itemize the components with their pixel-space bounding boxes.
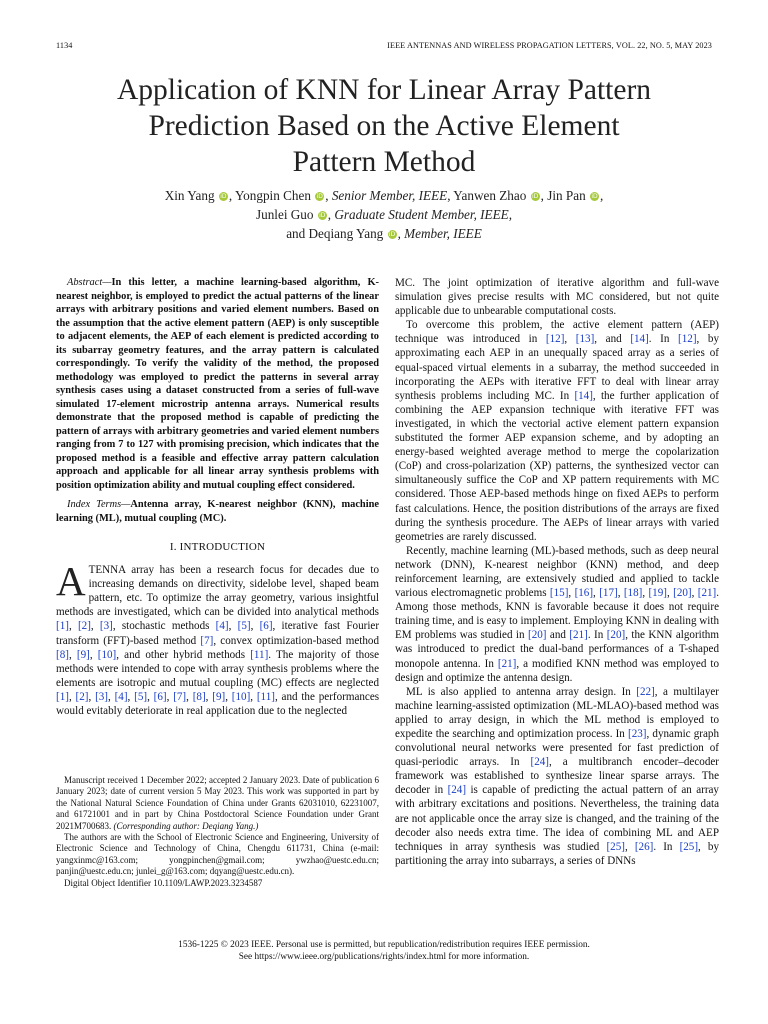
body-text: , dynamic graph convolutional neural networks were presented for fast prediction of quasi-periodic arrays. In	[395, 728, 719, 769]
body-text: , the further application of combining the AEP expansion technique with iterative FFT was investigated, in which the vectorial active element pattern expansion substituted the former AEP expansion scheme, and by adopting an energy-based weighted average method to merge the copolarization (CoP) and cross-polarization (XP) patterns, the synthesized vector can simultaneously suffice the CoP and XP pattern requirements with MC considered. Those AEP-based methods hinge on fixed AEPs to perform fast calculations. Hence, the position distributions of the arrays are fixed during the synthesis procedure. The AEPs of linear arrays with varied geometries are rarely discussed.	[395, 389, 719, 543]
citation-link[interactable]: [12]	[678, 333, 697, 346]
body-text: , a multilayer machine learning-assisted optimization (ML-MLAO)-based method was applied to array design, in which the ML method is employed to expedite the searching and optimization process. In	[395, 685, 719, 740]
paper-title	[0, 72, 768, 180]
body-text: , stochastic methods	[112, 620, 216, 633]
citation-link[interactable]: [7]	[200, 634, 214, 647]
index-terms-text: Antenna array, K-nearest neighbor (KNN), machine learning (ML), mutual coupling (MC).	[56, 499, 379, 524]
orcid-icon[interactable]: iD	[319, 212, 326, 219]
abstract-label: Abstract—	[67, 277, 112, 288]
orcid-icon[interactable]: iD	[220, 193, 227, 200]
body-text: , and the performances would evitably deteriorate in real application due to the neglected	[56, 690, 380, 718]
body-paragraph: MC. The joint optimization of iterative algorithm and full-wave simulation gives precise results with MC considered, but not quite applicable due to unbearable computational costs.	[395, 277, 719, 318]
drop-cap: A	[56, 558, 86, 605]
index-terms	[56, 498, 379, 525]
citation-link[interactable]: [7]	[173, 690, 187, 703]
title-line: Pattern Method	[292, 146, 476, 178]
citation-link[interactable]: [25]	[606, 840, 625, 853]
citation-link[interactable]: [24]	[447, 784, 467, 797]
citation-link[interactable]: [4]	[114, 690, 128, 703]
citation-link[interactable]: [24]	[530, 756, 549, 769]
citation-link[interactable]: [9]	[76, 648, 90, 661]
author-name: Xin Yang	[164, 188, 215, 203]
citation-link[interactable]: [14]	[630, 333, 649, 346]
citation-link[interactable]: [11]	[250, 648, 269, 661]
left-column	[56, 276, 379, 718]
author-list	[0, 186, 768, 243]
orcid-icon[interactable]: iD	[316, 193, 323, 200]
author-line: Junlei Guo iD , Graduate Student Member, IEEE,	[255, 207, 513, 222]
citation-link[interactable]: [1]	[56, 620, 69, 633]
citation-link[interactable]: [6]	[259, 620, 273, 633]
body-text: TENNA array has been a research focus for decades due to increasing demands on directivity, sidelobe level, shaped beam pattern, etc. To optimize the array geometry, various insightful methods are investigated, which can be divided into analytical methods	[56, 564, 379, 619]
copyright-notice	[0, 940, 768, 963]
citation-link[interactable]: [4]	[215, 620, 229, 633]
citation-link[interactable]: [2]	[75, 690, 89, 703]
citation-link[interactable]: [21]	[569, 629, 588, 642]
citation-link[interactable]: [8]	[192, 690, 206, 703]
author-role: Graduate Student Member, IEEE,	[334, 207, 513, 222]
body-text: Recently, machine learning (ML)-based methods, such as deep neural network (DNN), K-nearest neighbor (KNN) method, and deep reinforcement learning, are extensively studied and applied to tackle various electromagnetic problems	[395, 544, 719, 600]
body-text: . In	[648, 333, 679, 346]
author-name: Jin Pan	[547, 188, 586, 203]
citation-link[interactable]: [6]	[153, 690, 167, 703]
author-name: Deqiang Yang	[308, 226, 384, 241]
right-column	[395, 276, 719, 868]
footnote-text: Manuscript received 1 December 2022; accepted 2 January 2023. Date of publication 6 January 2023; date of current version 5 May 2023. This work was supported in part by the National Natural Science Foundation of China under Grants 62031010, 62231007, and 61721001 and in part by China Postdoctoral Science Foundation under Grant 2021M700683.	[56, 775, 379, 831]
corresponding-author: (Corresponding author: Deqiang Yang.)	[113, 820, 259, 831]
author-line: Xin Yang iD , Yongpin Chen iD , Senior Member, IEEE, Yanwen Zhao iD , Jin Pan iD ,	[164, 188, 604, 203]
manuscript-note	[56, 775, 379, 832]
body-text: , by partitioning the array into subarrays, a series of DNNs	[395, 840, 720, 867]
body-text: . Among those methods, KNN is favorable because it does not require training time, and is easy to implement. Employing KNN in dealing with EM problems was studied in	[395, 587, 720, 642]
page-number: 1134	[56, 41, 73, 50]
body-paragraph: ML is also applied to antenna array design. In [22], a multilayer machine learning-assisted optimization (ML-MLAO)-based method was applied to array design, in which the ML method is employed to expedite the searching and optimization process. In [23], dynamic graph convolutional neural networks were presented for fast prediction of quasi-periodic arrays. In [24], a multibranch encoder–decoder framework was established to synthesize linear sparse arrays. The decoder in [24] is capable of predicting the actual pattern of an array with arbitrary excitations and positions. Nevertheless, the training data are not applicable once the array size is changed, and the training of the decoder also needs extra time. The idea of combining ML and AEP techniques in array synthesis was studied [25], [26]. In [25], by partitioning the array into subarrays, a series of DNNs	[395, 685, 720, 867]
section-numeral: I.	[169, 541, 177, 553]
copyright-line[interactable]: See https://www.ieee.org/publications/rights/index.html for more information.	[238, 951, 530, 962]
citation-link[interactable]: [20]	[528, 629, 547, 642]
intro-paragraph: ATENNA array has been a research focus for decades due to increasing demands on directivity, sidelobe level, shaped beam pattern, etc. To optimize the array geometry, various insightful methods are investigated, which can be divided into analytical methods [1], [2], [3], stochastic methods [4], [5], [6], iterative fast Fourier transform (FFT)-based method [7], convex optimization-based method [8], [9], [10], and other hybrid methods [11]. The majority of those methods were intended to cope with array synthesis problems where the elements are isotropic and mutual coupling (MC) effects are neglected [1], [2], [3], [4], [5], [6], [7], [8], [9], [10], [11], and the performances would evitably deteriorate in real application due to the neglected	[56, 558, 380, 718]
title-line: Application of KNN for Linear Array Pattern	[116, 74, 652, 106]
author-role: Senior Member, IEEE	[331, 188, 448, 203]
author-name: Yongpin Chen	[234, 188, 311, 203]
citation-link[interactable]: [15]	[549, 587, 569, 600]
body-paragraph: Recently, machine learning (ML)-based methods, such as deep neural network (DNN), K-nearest neighbor (KNN) method, and deep reinforcement learning, are extensively studied and applied to tackle various electromagnetic problems [15], [16], [17], [18], [19], [20], [21]. Among those methods, KNN is favorable because it does not require training time, and is easy to implement. Employing KNN in dealing with EM problems was studied in [20] and [21]. In [20], the KNN algorithm was introduced to predict the dual-band performances of a T-shaped monopole antenna. In [21], a modified KNN method was employed to design and optimize the antenna design.	[395, 544, 720, 684]
citation-link[interactable]: [20]	[673, 587, 692, 600]
body-text: , a modified KNN method was employed to design and optimize the antenna design.	[395, 657, 720, 684]
section-title-rest: NTRODUCTION	[183, 541, 266, 553]
body-text: . In	[653, 840, 680, 853]
section-heading	[56, 540, 379, 554]
citation-link[interactable]: [5]	[134, 690, 148, 703]
body-paragraph: To overcome this problem, the active element pattern (AEP) technique was introduced in [12], [13], and [14]. In [12], by approximating each AEP in an unequally spaced array as a series of equal-spaced virtual elements in a subarray, the method succeeded in incorporating the AEPs with iterative FFT to deal with linear array synthesis problems including MC. In [14], the further application of combining the AEP expansion technique with iterative FFT was investigated, in which the vectorial active element pattern expansion substituted the former AEP expansion scheme, and by adopting an energy-based weighted average method to merge the copolarization (CoP) and cross-polarization (XP) patterns, the synthesized vector can simultaneously suffice the CoP and XP pattern requirements with MC considered. Those AEP-based methods hinge on fixed AEPs to perform fast calculations. Hence, the position distributions of the arrays are fixed during the synthesis procedure. The AEPs of linear arrays with varied geometries are rarely discussed.	[395, 319, 720, 543]
footnote	[56, 775, 379, 889]
citation-link[interactable]: [14]	[574, 389, 593, 402]
citation-link[interactable]: [5]	[237, 620, 251, 633]
author-line: and Deqiang Yang iD , Member, IEEE	[286, 226, 482, 241]
citation-link[interactable]: [12]	[545, 333, 565, 346]
journal-header: IEEE ANTENNAS AND WIRELESS PROPAGATION LETTERS, VOL. 22, NO. 5, MAY 2023	[387, 41, 712, 50]
citation-link[interactable]: [3]	[95, 690, 108, 703]
citation-link[interactable]: [2]	[77, 620, 91, 633]
citation-link[interactable]: [10]	[231, 690, 251, 703]
citation-link[interactable]: [20]	[606, 629, 626, 642]
author-conjunction: and	[286, 226, 306, 241]
citation-link[interactable]: [13]	[575, 333, 595, 346]
citation-link[interactable]: [1]	[56, 690, 69, 703]
doi-note[interactable]: Digital Object Identifier 10.1109/LAWP.2023.3234587	[64, 877, 263, 888]
copyright-line: 1536-1225 © 2023 IEEE. Personal use is permitted, but republication/redistribution requires IEEE permission.	[178, 940, 590, 950]
section-title-first: I	[179, 541, 184, 553]
body-text: and	[546, 629, 570, 642]
orcid-icon[interactable]: iD	[388, 231, 396, 238]
index-terms-label: Index Terms—	[67, 499, 131, 510]
body-text: , convex optimization-based method	[213, 634, 379, 647]
author-name: Yanwen Zhao	[453, 188, 527, 203]
citation-link[interactable]: [22]	[636, 685, 655, 698]
body-text: , by approximating each AEP in an unequally spaced array as a series of equal-spaced virtual elements in a subarray, the method succeeded in incorporating the AEPs with iterative FFT to deal with linear array synthesis problems including MC. In	[395, 333, 720, 402]
author-role: Member, IEEE	[404, 226, 482, 241]
citation-link[interactable]: [21]	[497, 657, 517, 670]
body-text: ML is also applied to antenna array design. In	[406, 685, 637, 698]
abstract-text: In this letter, a machine learning-based algorithm, K-nearest neighbor, is employed to predict the actual patterns of the linear arrays with arbitrary positions and varied element numbers. Based on the assumption that the active element pattern (AEP) is only susceptible to adjacent elements, the AEP of each element is predicted according to its subarray geometry features, and the array pattern is calculated correspondingly. To verify the validity of the method, the proposed methodology was employed to predict the patterns in several array synthesis cases using a dataset constructed from a series of full-wave simulated 17-element microstrip antenna arrays. Numerical results demonstrate that the proposed method is capable of predicting the pattern of arrays with arbitrary geometries and varied element numbers ranging from 7 to 127 with promising precision, which indicates that the proposed method is a feasible and effective array pattern calculation approach and applicable for all linear array synthesis problems with position optimization ability and mutual coupling effect considered.	[56, 277, 379, 491]
body-text: , and other hybrid methods	[116, 648, 251, 661]
citation-link[interactable]: [11]	[256, 690, 275, 703]
citation-link[interactable]: [10]	[97, 648, 117, 661]
author-name: Junlei Guo	[255, 207, 314, 222]
citation-link[interactable]: [21]	[697, 587, 717, 600]
citation-link[interactable]: [9]	[212, 690, 226, 703]
orcid-icon[interactable]: iD	[591, 193, 598, 200]
body-text: . In	[587, 629, 607, 642]
citation-link[interactable]: [18]	[623, 587, 643, 600]
citation-link[interactable]: [3]	[99, 620, 113, 633]
citation-link[interactable]: [19]	[648, 587, 667, 600]
citation-link[interactable]: [17]	[599, 587, 618, 600]
citation-link[interactable]: [26]	[634, 840, 654, 853]
orcid-icon[interactable]: iD	[531, 193, 539, 200]
body-text: . The majority of those methods were intended to cope with array synthesis problems where the elements are isotropic and mutual coupling (MC) effects are neglected	[56, 648, 379, 689]
body-text: , a multibranch encoder–decoder framework was established to synthesize linear sparse arrays. The decoder in	[395, 756, 719, 797]
abstract	[56, 276, 379, 492]
citation-link[interactable]: [23]	[628, 728, 647, 740]
body-text: , iterative fast Fourier transform (FFT)-based method	[56, 620, 380, 647]
title-line: Prediction Based on the Active Element	[148, 110, 620, 142]
citation-link[interactable]: [8]	[56, 648, 69, 661]
running-header	[56, 41, 712, 55]
citation-link[interactable]: [16]	[574, 587, 594, 600]
affiliation-note: The authors are with the School of Electronic Science and Engineering, University of Electronic Science and Technology of China, Chengdu 611731, China (e-mail: yangxinmc@163.com; yongpinchen@gmail.com; ywzhao@uestc.edu.cn; panjin@uestc.edu.cn; junlei_g@163.com; dqyang@uestc.edu.cn).	[56, 832, 379, 877]
body-text: , the KNN algorithm was introduced to predict the dual-band performances of a T-shaped monopole antenna. In	[395, 629, 719, 670]
citation-link[interactable]: [25]	[679, 840, 699, 853]
body-text: is capable of predicting the actual pattern of an array with arbitrary excitations and positions. Nevertheless, the training data are not applicable once the array size is changed, and the training of the decoder also needs extra time. The idea of combining ML and AEP techniques in array synthesis was studied	[395, 784, 719, 853]
body-text: To overcome this problem, the active element pattern (AEP) technique was introduced in	[395, 319, 719, 346]
